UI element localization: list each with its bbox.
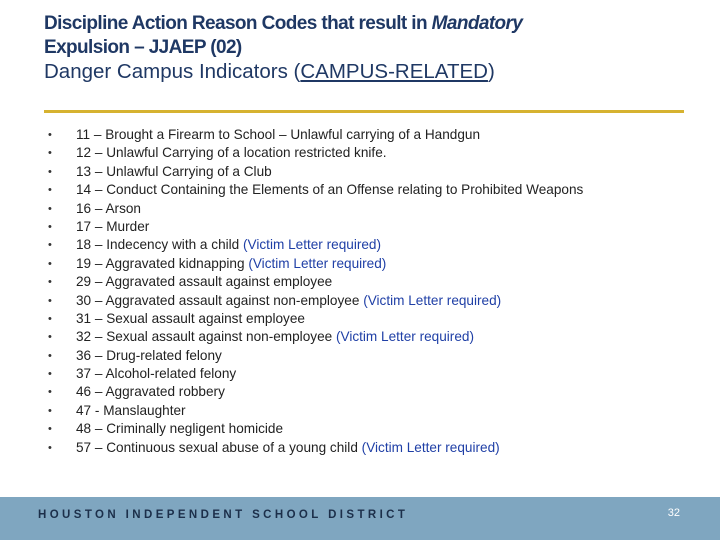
reason-code-item [44,255,583,273]
bullet-icon: • [48,294,52,307]
bullet-icon: • [48,441,52,454]
bullet-icon: • [48,165,52,178]
bullet-icon: • [48,239,52,252]
reason-code-text: 32 – Sexual assault against non-employee [76,329,336,345]
slide-header [44,12,694,84]
subtitle-prefix: Danger Campus Indicators ( [44,60,301,83]
reason-code-item [44,420,583,438]
reason-code-text: 18 – Indecency with a child [76,237,244,253]
reason-code-text: 12 – Unlawful Carrying of a location restricted knife. [76,145,387,161]
slide-subtitle [44,60,694,84]
reason-code-text: 13 – Unlawful Carrying of a Club [76,163,272,179]
bullet-icon: • [48,386,52,399]
bullet-icon: • [48,349,52,362]
victim-letter-note: (Victim Letter required) [335,329,474,345]
reason-code-item [44,144,583,162]
reason-code-item [44,328,583,346]
reason-code-item [44,273,583,291]
reason-code-item [44,347,583,365]
reason-code-text: 16 – Arson [76,200,141,216]
subtitle-underlined: CAMPUS-RELATED [300,60,488,83]
reason-code-text: 31 – Sexual assault against employee [76,310,305,326]
reason-code-text: 29 – Aggravated assault against employee [76,274,333,290]
reason-code-text: 11 – Brought a Firearm to School – Unlawful carrying of a Handgun [76,127,481,142]
reason-code-item [44,163,583,181]
organization-name: HOUSTON INDEPENDENT SCHOOL DISTRICT [38,509,409,521]
subtitle-suffix: ) [487,60,495,83]
title-text: Discipline Action Reason Codes that result in [44,13,432,34]
bullet-icon: • [48,276,52,289]
bullet-icon: • [48,202,52,215]
reason-code-item [44,218,583,236]
bullet-icon: • [48,147,52,160]
title-italic-word: Mandatory [431,13,523,34]
slide-title-line-2: Expulsion – JJAEP (02) [44,37,242,58]
reason-code-item [44,236,583,254]
reason-code-text: 46 – Aggravated robbery [76,384,225,400]
bullet-icon: • [48,423,52,436]
footer-bar [0,497,720,540]
bullet-icon: • [48,368,52,381]
bullet-icon: • [48,220,52,233]
reason-code-text: 14 – Conduct Containing the Elements of an Offense relating to Prohibited Weapons [76,182,584,198]
reason-code-text: 37 – Alcohol-related felony [76,366,237,382]
reason-code-item [44,292,583,310]
reason-code-text: 17 – Murder [76,218,150,234]
reason-code-text: 47 - Manslaughter [76,402,186,418]
reason-code-text: 36 – Drug-related felony [76,347,222,363]
header-divider [44,110,684,113]
reason-code-text: 19 – Aggravated kidnapping [76,255,249,271]
reason-code-text: 48 – Criminally negligent homicide [76,421,284,437]
reason-code-item [44,402,583,420]
reason-code-item [44,383,583,401]
victim-letter-note: (Victim Letter required) [248,255,387,271]
bullet-icon: • [48,257,52,270]
reason-code-item [44,439,583,457]
reason-code-item [44,181,583,199]
bullet-icon: • [48,184,52,197]
bullet-icon: • [48,331,52,344]
reason-code-item [44,365,583,383]
bullet-icon: • [48,312,52,325]
bullet-icon: • [48,404,52,417]
victim-letter-note: (Victim Letter required) [361,439,500,455]
slide-title-line-1 [44,12,694,36]
reason-code-item [44,200,583,218]
reason-code-text: 30 – Aggravated assault against non-employee [76,292,364,308]
reason-code-list [44,126,583,457]
victim-letter-note: (Victim Letter required) [243,237,382,253]
page-number: 32 [667,507,680,519]
reason-code-item [44,126,583,144]
bullet-icon: • [48,129,52,141]
reason-code-item [44,310,583,328]
reason-code-text: 57 – Continuous sexual abuse of a young child [76,439,362,455]
victim-letter-note: (Victim Letter required) [363,292,502,308]
